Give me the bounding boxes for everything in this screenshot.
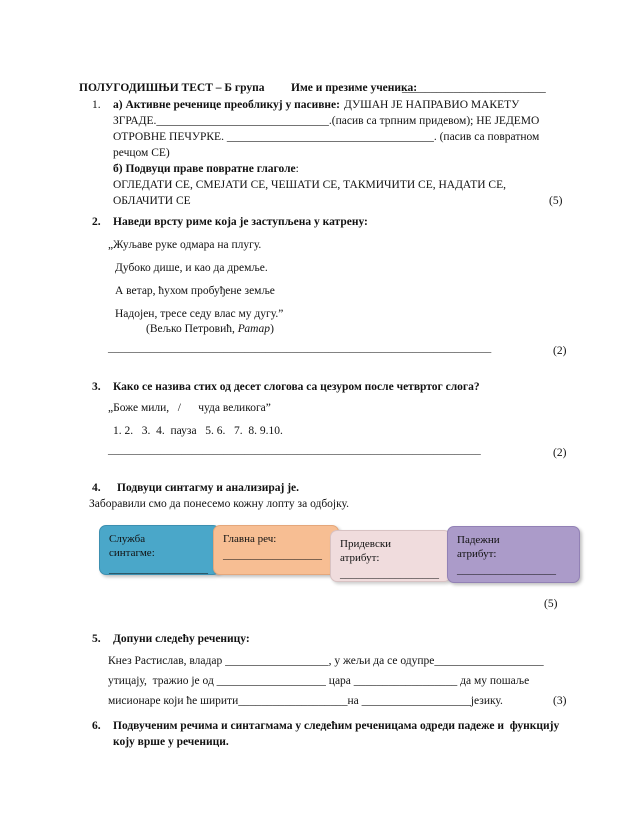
adjective-attribute-label1: Придевски bbox=[340, 538, 392, 550]
q2-verse2: Дубоко дише, и као да дремље. bbox=[115, 262, 268, 274]
syntagm-function-blank[interactable]: __________________ bbox=[109, 563, 208, 575]
q2-verse4: Надојен, тресе седу влас му дугу.” bbox=[115, 308, 284, 320]
q1-a-heading: а) Активне реченице преобликуј у пасивне: bbox=[113, 99, 340, 111]
q2-number: 2. bbox=[92, 216, 101, 228]
q6-line1: Подвученим речима и синтагмама у следећим реченицама одреди падеже и функцију bbox=[113, 720, 560, 732]
q4-points: (5) bbox=[544, 598, 558, 610]
q1-b-line1[interactable]: ОГЛЕДАТИ СЕ, СМЕЈАТИ СЕ, ЧЕШАТИ СЕ, ТАКМИЧИТИ СЕ, НАДАТИ СЕ, bbox=[113, 179, 506, 191]
q1-b-heading: б) Подвуци праве повратне глаголе bbox=[113, 163, 296, 175]
q1-a-line2[interactable]: ЗГРАДЕ.______________________________.(пасив са трпним придевом); НЕ ЈЕДЕМО bbox=[113, 115, 540, 127]
q1-number: 1. bbox=[92, 99, 101, 111]
q5-line1[interactable]: Кнез Растислав, владар __________________, у жељи да се одупре___________________ bbox=[108, 655, 544, 667]
q5-question: Допуни следећу реченицу: bbox=[113, 633, 250, 645]
q2-verse1: „Жуљаве руке одмара на плугу. bbox=[108, 239, 262, 251]
q2-source-close: ) bbox=[270, 323, 274, 335]
adjective-attribute-blank[interactable]: __________________ bbox=[340, 568, 439, 580]
q1-a-sentence1: ДУШАН ЈЕ НАПРАВИО МАКЕТУ bbox=[344, 99, 520, 111]
head-word-box[interactable] bbox=[213, 525, 339, 575]
case-attribute-blank[interactable]: __________________ bbox=[457, 564, 556, 576]
q3-question: Како се назива стих од десет слогова са цезуром после четвртог слога? bbox=[113, 381, 480, 393]
q1-b-heading-wrap bbox=[113, 163, 299, 175]
head-word-blank[interactable]: __________________ bbox=[223, 549, 322, 561]
case-attribute-label1: Падежни bbox=[457, 534, 500, 546]
adjective-attribute-label2: атрибут: bbox=[340, 552, 380, 564]
q6-line2: коју врше у реченици. bbox=[113, 736, 229, 748]
q1-a-line4: речцом СЕ) bbox=[113, 147, 170, 159]
case-attribute-label2: атрибут: bbox=[457, 548, 497, 560]
q3-answer-line[interactable]: _______________________________________________________________________ bbox=[108, 445, 481, 456]
q1-points: (5) bbox=[549, 195, 563, 207]
q2-points: (2) bbox=[553, 345, 567, 357]
syntagm-function-box[interactable] bbox=[99, 525, 220, 575]
q2-source-title: Ратар bbox=[237, 323, 271, 335]
q2-question: Наведи врсту риме која је заступљена у катрену: bbox=[113, 216, 368, 228]
q5-number: 5. bbox=[92, 633, 101, 645]
q2-answer-line[interactable]: _________________________________________________________________________ bbox=[108, 343, 492, 354]
q5-line2[interactable]: утицају, тражио је од ___________________ цара __________________ да му пошаље bbox=[108, 675, 530, 687]
syntagm-function-label2: синтагме: bbox=[109, 547, 155, 559]
name-label: Име и презиме ученика: bbox=[291, 82, 418, 94]
head-word-label: Главна реч: bbox=[223, 533, 277, 545]
test-title: ПОЛУГОДИШЊИ ТЕСТ – Б група bbox=[79, 82, 265, 94]
syntagm-function-label1: Служба bbox=[109, 533, 146, 545]
q4-sentence: Заборавили смо да понесемо кожну лопту за одбојку. bbox=[89, 498, 350, 510]
q3-syllables: 1. 2. 3. 4. пауза 5. 6. 7. 8. 9.10. bbox=[113, 425, 283, 437]
q1-b-line2[interactable]: ОБЛАЧИТИ СЕ bbox=[113, 195, 191, 207]
q5-points: (3) bbox=[553, 695, 567, 707]
q4-question: Подвуци синтагму и анализирај је. bbox=[117, 482, 300, 494]
q6-number: 6. bbox=[92, 720, 101, 732]
adjective-attribute-box[interactable] bbox=[330, 530, 451, 582]
q2-source bbox=[146, 323, 274, 335]
q2-verse3: А ветар, ћухом пробуђене земље bbox=[115, 285, 275, 297]
q3-points: (2) bbox=[553, 447, 567, 459]
q3-example: „Боже мили, / чуда великога” bbox=[108, 402, 271, 414]
q2-source-author: (Вељко Петровић, bbox=[146, 323, 235, 335]
q1-b-colon: : bbox=[295, 163, 299, 175]
q4-number: 4. bbox=[92, 482, 101, 494]
q1-a-line3[interactable]: ОТРОВНЕ ПЕЧУРКЕ. ____________________________________. (пасив са повратном bbox=[113, 131, 540, 143]
case-attribute-box[interactable] bbox=[447, 526, 580, 583]
q5-line3[interactable]: мисионаре који ће ширити___________________на ___________________језику. bbox=[108, 695, 503, 707]
q3-number: 3. bbox=[92, 381, 101, 393]
name-blank[interactable]: _________________________ bbox=[402, 82, 546, 94]
